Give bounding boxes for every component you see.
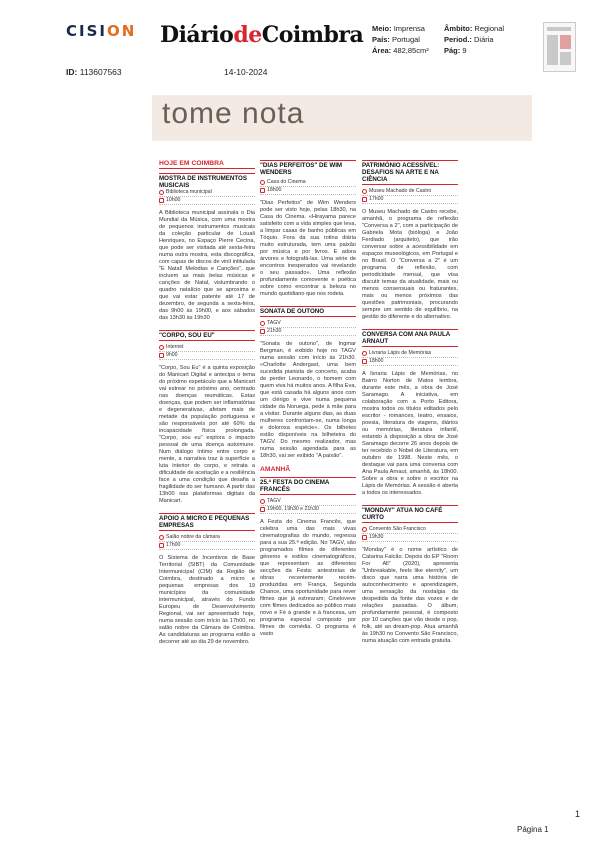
event-time (260, 328, 356, 336)
ambito-label: Âmbito: (444, 24, 473, 33)
event-time (362, 196, 458, 204)
event-time (260, 187, 356, 195)
page-number-large: 1 (575, 809, 581, 819)
period-label: Period.: (444, 35, 472, 44)
page-label: Página 1 (517, 825, 549, 834)
event-time (159, 542, 255, 550)
event-text: O Sistema de Incentivos de Base Territorial (SIBT) da Comunidade Intermunicipal (CIM) da Região de Coimbra, destinado a micro e pequenas empresas dos 19 municípios da comunidade intermunicipal, através do Fundo Europeu de Desenvolvimento Regional, vai ser apresentado hoje, numa sessão com início às 17h00, no salão nobre da Câmara de Coimbra. As candidaturas ao programa estão a decorrer até ao dia 29 de novembro. (159, 555, 255, 645)
clock-icon (362, 535, 367, 540)
event-location (260, 179, 356, 187)
clock-icon (260, 329, 265, 334)
event-time (159, 197, 255, 205)
location-text: Casa do Cinema (267, 179, 306, 185)
id-label: ID: (66, 67, 78, 77)
article-id (66, 67, 122, 77)
location-text: Salão nobre da câmara (166, 534, 220, 540)
thumbnail-block (547, 35, 558, 65)
thumbnail-block (560, 35, 571, 49)
location-text: Museu Machado de Castro (369, 188, 432, 194)
column-1 (159, 160, 255, 646)
event-location (260, 498, 356, 506)
area-value: 482,85cm² (393, 46, 429, 55)
event-location (260, 320, 356, 328)
event-location (159, 189, 255, 197)
time-text: 17h00 (369, 196, 384, 202)
meta-left (372, 23, 429, 56)
day-subheading: AMANHÃ (260, 466, 291, 473)
event-heading: MOSTRA DE INSTRUMENTOS MUSICAIS (159, 173, 255, 189)
column-3 (362, 160, 458, 645)
time-text: 10h00 (166, 197, 181, 203)
event-time (159, 352, 255, 360)
clock-icon (362, 197, 367, 202)
ambito-value: Regional (474, 24, 505, 33)
location-icon (362, 527, 367, 532)
location-text: Biblioteca municipal (166, 189, 212, 195)
event-text: "Monday" é o nome artístico de Catarina Falcão. Depois do EP "Room For All" (2020), apresenta "Unbreakable, feels like eternity", um disco que narra uma história de autoconhecimento e aprendizagem, uma sensação da nostalgia da despedida da fonte das vozes e de relações passadas. O álbum, profundamente pessoal, é composto por 10 canções que vão desde o pop, folk, até ao dream-pop. Atua amanhã às 19h30 no Convento São Francisco, numa atuação com entrada gratuita. (362, 547, 458, 644)
id-value: 113607563 (79, 67, 122, 77)
event-time (260, 506, 356, 514)
masthead-part-2: de (233, 22, 262, 48)
pais-value: Portugal (392, 35, 420, 44)
event-heading: CONVERSA COM ANA PAULA ARNAUT (362, 329, 458, 347)
column-2 (260, 160, 356, 638)
newspaper-masthead (160, 22, 363, 48)
time-text: 19h30 (369, 534, 384, 540)
time-text: 21h30 (267, 328, 282, 334)
meta-right (444, 23, 504, 56)
event-location (362, 350, 458, 358)
location-icon (260, 499, 265, 504)
location-text: TAGV (267, 498, 281, 504)
time-text: 17h00 (166, 542, 181, 548)
pais-label: País: (372, 35, 390, 44)
cision-logo-accent: ON (106, 22, 137, 40)
article-date: 14-10-2024 (224, 67, 268, 77)
event-heading: "CORPO, SOU EU" (159, 330, 255, 341)
section-title: tome nota (162, 97, 305, 130)
location-text: Internet (166, 344, 184, 350)
event-heading: PATRIMÓNIO ACESSÍVEL: DESAFIOS NA ARTE E NA CIÊNCIA (362, 160, 458, 185)
clock-icon (260, 188, 265, 193)
clock-icon (159, 543, 164, 548)
event-text: "Sonata de outono", de Ingmar Bergman, é exibido hoje no TAGV numa sessão com início às 21h30. «Charlotte Andergast, uma bem sucedida pianista de concerto, acaba de perder Leonardo, o homem com quem viva há muitos anos. A filha Eva, que está casada há alguns anos com um clérigo e vive numa pequena cidade da Noruega, pede à mãe para a visitar. Durante alguns dias, as duas mulheres confrontam-se, numa longa e dolorosa espécie». Os bilhetes estão disponíveis na bilheteira do TAGV. Do mesmo realizador, mas numa sessão agendada para as 18h30, vai ser exibido "A paixão". (260, 341, 356, 459)
event-text: "Dias Perfeitos" de Wim Wenders pode ser visto hoje, pelas 18h30, na Casa do Cinema. «Hirayama parece satisfeito com a vida simples que leva, a limpar casas de banho públicas em Tóquio. Fora da sua rotina diária muito estruturada, tem uma paixão por música e por livros. E adora árvores e fotografá-las. Uma série de encontros inesperados vai revelando o seu passado». Uma reflexão profundamente comovente e poética sobre como encontrar a beleza no mundo quotidiano que nos rodeia. (260, 200, 356, 297)
clock-icon (159, 353, 164, 358)
masthead-part-1: Diário (160, 22, 234, 48)
location-icon (362, 351, 367, 356)
event-time (362, 534, 458, 542)
event-location (159, 534, 255, 542)
location-icon (260, 180, 265, 185)
event-time (362, 358, 458, 366)
event-location (362, 188, 458, 196)
event-heading: 25.ª FESTA DO CINEMA FRANCÊS (260, 477, 356, 495)
event-text: A livraria Lápis de Memórias, no Bairro Norton de Matos lembra, durante este mês, a obra de José Saramago. A iniciativa, em colaboração com a Porto Editora, mostra todos os títulos editados pelo escritor - romances, teatro, ensaios, poesia, literatura de viagens, diários ou memórias, literatura infantil, estando à disposição a obra de José Saramago decorre 26 anos depois de ter recebido o Nobel de Literatura, em outubro de 1998. Neste mês, o destaque vai para uma conversa com Ana Paula Arnaut, amanhã, às 18h00. Sobre a obra e sobre o escritor na Lápis de Memórias. A sessão é aberta a todos os interessados. (362, 371, 458, 496)
event-location (159, 344, 255, 352)
event-text: A Biblioteca municipal assinala o Dia Mundial da Música, com uma mostra de pequenos instrumentos musicais da coleção particular de Louali Henriques, no Espaço Pierre Cecina, que pode ser visitada até sexta-feira numa outra mostra, esta discográfica, com capas de discos de vinil intitulada "E Natal! Melodias e Canções", que incluem as mais belas músicas e canções de Natal, vislumbrando o quadro natalício que se aproxima e que vai estar patente até 17 de dezembro, de segunda a sexta-feira, das 9h00 às 19h00, e aos sábados das 13h30 às 19h30 (159, 210, 255, 321)
event-location (362, 526, 458, 534)
event-heading: SONATA DE OUTONO (260, 306, 356, 317)
time-text: 19h00, 19h30 e 21h30 (267, 506, 319, 512)
location-icon (159, 345, 164, 350)
location-text: Livraria Lápis de Memórias (369, 350, 432, 356)
event-text: O Museu Machado de Castro recebe, amanhã, o programa de reflexão "Conversa a 2", com a participação de Gabriela Mota (bióloga) e João Ferdiado (arquiteto), que irão conversar sobre a acessibilidade em espaços museológicos, em Portugal e no Brasil. O "Conversa a 2" é um programa de reflexão, com periodicidade mensal, que visa discutir temas da atualidade, mais ou menos consensuais ou fraturantes, mais ou menos próximos das questões patrimoniais, procurando sempre um sentido de equilíbrio, na gestão do diferente e do alternativo. (362, 209, 458, 320)
clock-icon (159, 198, 164, 203)
time-text: 9h00 (166, 352, 178, 358)
pag-value: 9 (462, 46, 467, 55)
location-icon (159, 190, 164, 195)
meio-label: Meio: (372, 24, 392, 33)
event-heading: "MONDAY" ATUA NO CAFÉ CURTO (362, 505, 458, 523)
period-value: Diária (474, 35, 494, 44)
event-text: A Festa do Cinema Francês, que celebra uma das mais vivas cinematografias do mundo, regressa para a sua 25.ª edição. No TAGV, são programados filmes de diferentes géneros e estilos cinematográficos, que representam as diferentes secções da Festa: antestreias de obras recentemente recém-produzidas em França, Segunda Chance, uma oportunidade para rever filmes que já estrearam; Cineloveve com filmes dedicados ao público mais novo e Fé à grande e à francesa, um programa especial composto por filmes de comédia. O programa é vasto (260, 519, 356, 637)
location-text: Convento São Francisco (369, 526, 426, 532)
time-text: 18h00 (369, 358, 384, 364)
event-heading: "DIAS PERFEITOS" DE WIM WENDERS (260, 160, 356, 176)
location-icon (362, 189, 367, 194)
thumbnail-block (547, 27, 571, 31)
event-heading: APOIO A MICRO E PEQUENAS EMPRESAS (159, 513, 255, 531)
meio-value: Imprensa (393, 24, 425, 33)
cision-logo (66, 22, 136, 40)
area-label: Área: (372, 46, 392, 55)
cision-logo-text: CISI (66, 22, 107, 40)
event-text: "Corpo, Sou Eu" é a quinta exposição do Manicart Digital e antecipa o tema do próximo espetáculo que a Manicart vai estrear no próximo ano, centrado nas doenças reumáticas. Estas doenças, que podem ser inflamatórias e degenerativas, afetam mais de metade da população portuguesa e são responsáveis por até 60% da incapacidade física prolongada. "Corpo, sou eu" explora o impacto pessoal de uma doença autoimune. Num diálogo íntimo entre corpo e mente, a narrativa traz à superfície a luta interior do corpo, e retrata a dificuldade de aceitação e a resiliência face a uma condição que desafia a fragilidade do ser humano. A partir das 13h00 nas plataformas digitais da Manicart. (159, 365, 255, 504)
pag-label: Pág: (444, 46, 461, 55)
clock-icon (260, 507, 265, 512)
clock-icon (362, 359, 367, 364)
thumbnail-block (560, 52, 571, 65)
time-text: 18h00 (267, 187, 282, 193)
section-heading: HOJE EM COIMBRA (159, 160, 255, 169)
location-icon (159, 535, 164, 540)
page-thumbnail (543, 22, 576, 72)
location-text: TAGV (267, 320, 281, 326)
masthead-part-3: Coimbra (261, 22, 364, 48)
location-icon (260, 321, 265, 326)
